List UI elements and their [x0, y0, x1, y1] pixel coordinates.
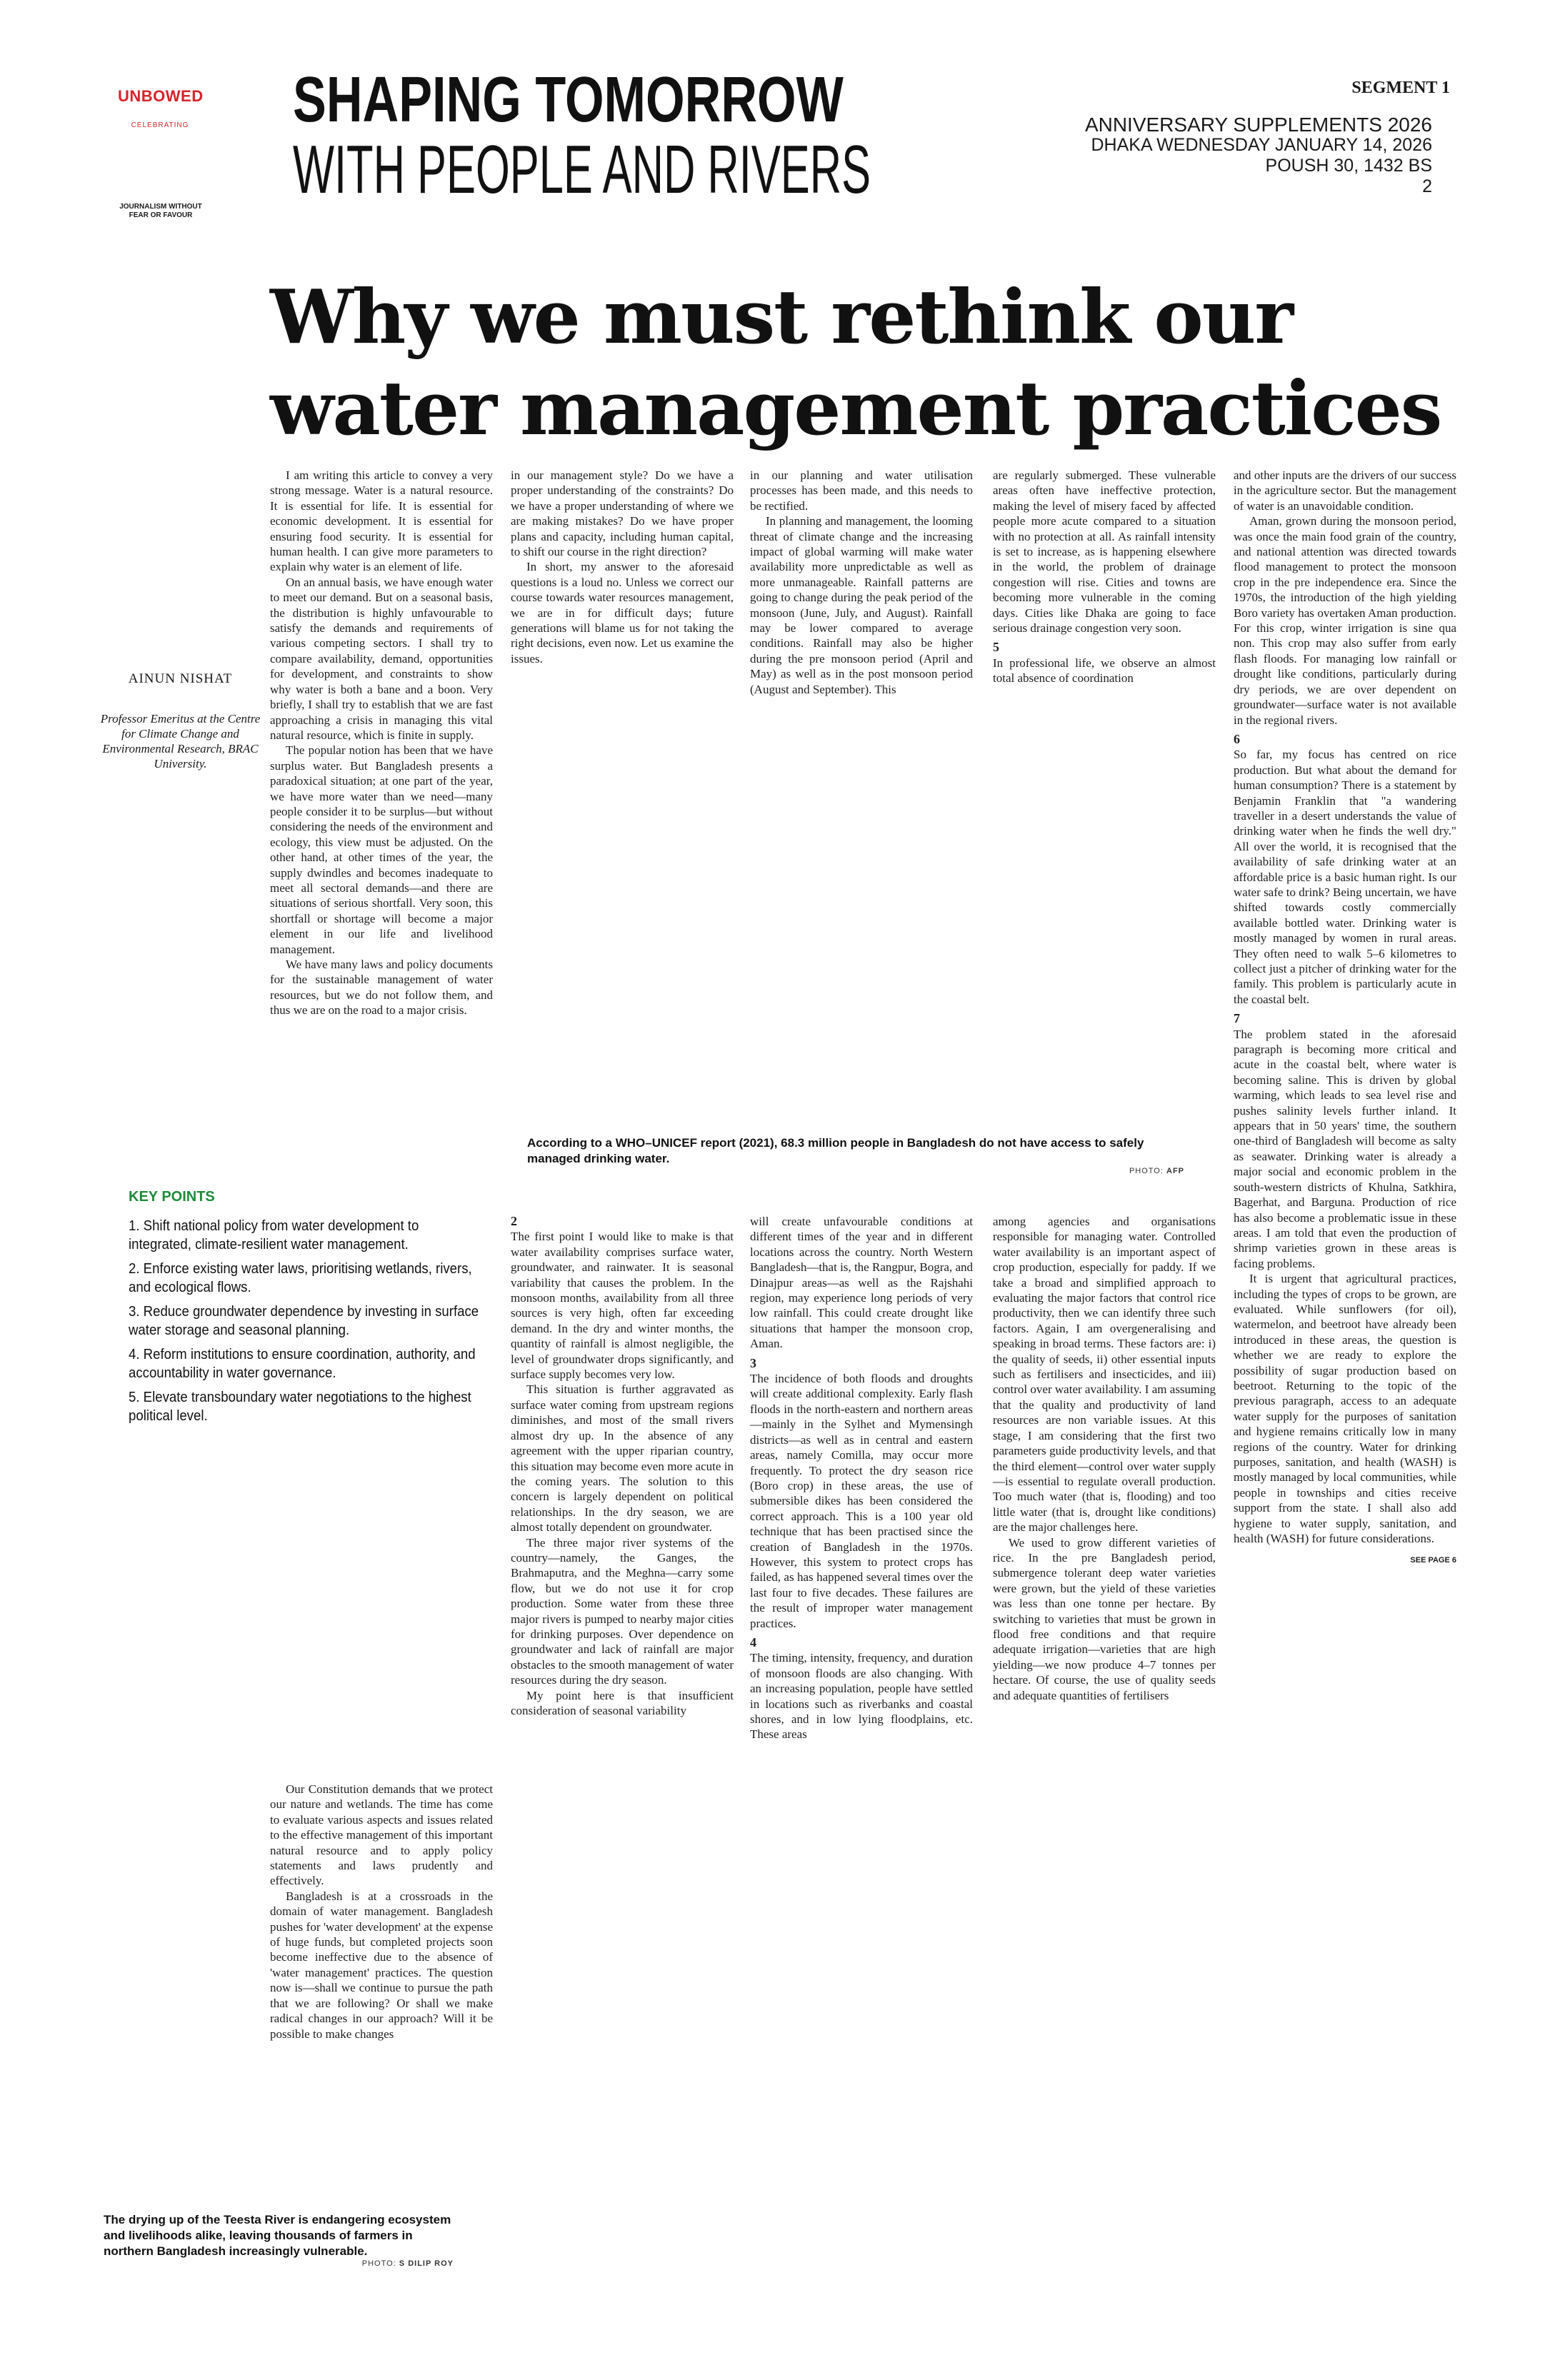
photo-bottom-credit-label: PHOTO:	[361, 2259, 396, 2268]
key-point-item: 3. Reduce groundwater dependence by investing in surface water storage and seasonal planning.	[129, 1304, 479, 1338]
key-points-box	[129, 1189, 482, 1431]
body-column-4-bottom	[993, 1214, 1216, 1703]
paragraph: Bangladesh is at a crossroads in the domain of water management. Bangladesh pushes for 'water development' at the expense of huge funds, but completed projects soon become ineffective due to the absence of 'water management' practices. The question now is—shall we continue to pursue the path that we are following? Or shall we make radical changes in our approach? Will it be possible to make changes	[270, 1889, 493, 2041]
logo-tagline-line1: JOURNALISM WITHOUT	[119, 203, 202, 211]
paragraph: I am writing this article to convey a very strong message. Water is a natural resource. It is essential for life. It is essential for economic development. It is essential for ensuring food security. It is essential for human health. I can give more parameters to explain why water is an element of life.	[270, 468, 493, 574]
photo-bottom-credit	[104, 2259, 461, 2268]
body-column-1	[270, 468, 493, 1018]
logo-tagline-line2: FEAR OR FAVOUR	[129, 211, 193, 219]
paragraph: The three major river systems of the country—namely, the Ganges, the Brahmaputra, and the Meghna—carry some flow, but we do not use it for crop production. Some water from these three major rivers is pumped to nearby major cities for drinking purposes. Over dependence on groundwater and lack of rainfall are major obstacles to the smooth management of water resources during the dry season.	[511, 1535, 734, 1687]
supplement-title-line2: WITH PEOPLE AND RIVERS	[293, 131, 871, 208]
paragraph: in our management style? Do we have a proper understanding of the constraints? Do we have a proper understanding of where we are making mistakes? Do we have proper plans and capacity, including human capital, to shift our course in the right direction?	[511, 468, 734, 559]
paragraph: So far, my focus has centred on rice production. But what about the demand for human consumption? There is a statement by Benjamin Franklin that "a wandering traveller in a desert understands the value of drinking water when he finds the well dry." All over the world, it is recognised that the availability of safe drinking water at an affordable price is a basic human right. Is our water safe to drink? Being uncertain, we have shifted towards costly commercially available bottled water. Drinking water is mostly managed by women in rural areas. They often need to walk 5–6 kilometres to collect just a pitcher of drinking water for the family. This problem is particularly acute in the coastal belt.	[1234, 748, 1456, 1006]
logo-tagline	[114, 203, 207, 220]
article-headline	[270, 271, 1441, 454]
logo-wordmark: UNBOWED	[118, 87, 204, 105]
paragraph: are regularly submerged. These vulnerable areas often have ineffective protection, making the level of misery faced by affected people more acute compared to a situation with no protection at all. As rainfall intensity is set to increase, as is happening elsewhere in the world, the problem of drainage congestion will rise. Cities and towns are becoming more vulnerable in the coming days. Cities like Dhaka are going to face serious drainage congestion very soon.	[993, 468, 1216, 636]
paragraph: Aman, grown during the monsoon period, was once the main food grain of the country, and national attention was directed towards flood management to protect the monsoon crop in the pre independence era. Since the 1970s, the introduction of the high yielding Boro variety has overtaken Aman production. For this crop, winter irrigation is sine qua non. This crop may also suffer from early flash floods. For managing low rainfall or drought like conditions, particularly during dry periods, we are over dependent on groundwater—surface water is not available in the regional rivers.	[1234, 514, 1456, 727]
photo-top-credit	[527, 1167, 1184, 1175]
paragraph: On an annual basis, we have enough water to meet our demand. But on a seasonal basis, the distribution is highly unfavourable to satisfy the demands and requirements of various competing sectors. I shall try to compare availability, demand, opportunities for development, and constraints to show why water is both a bane and a boon. Very briefly, I shall try to establish that we are fast approaching a crisis in managing this vital natural resource, which is finite in supply.	[270, 575, 493, 742]
body-column-2-top	[511, 468, 734, 666]
paragraph: The popular notion has been that we have surplus water. But Bangladesh presents a paradoxical situation; at one part of the year, we have more water than we need—many people consider it to be surplus—but without considering the needs of the environment and ecology, this view must be adjusted. On the other hand, at other times of the year, the supply dwindles and becomes inadequate to meet all sectoral demands—and there are situations of serious shortfall. Very soon, this shortfall or shortage will become a major element in our life and livelihood management.	[270, 743, 493, 956]
logo-subtitle: CELEBRATING	[131, 121, 189, 129]
paragraph: Our Constitution demands that we protect our nature and wetlands. The time has come to evaluate various aspects and issues related to the effective management of this important natural resource and to apply policy statements and laws prudently and effectively.	[270, 1782, 493, 1888]
section-number: 2	[511, 1214, 517, 1228]
key-point-item: 4. Reform institutions to ensure coordination, authority, and accountability in water governance.	[129, 1347, 476, 1381]
paragraph: We have many laws and policy documents for the sustainable management of water resources, but we do not follow them, and thus we are on the road to a major crisis.	[270, 958, 493, 1018]
photo-top-credit-name: AFP	[1166, 1167, 1184, 1175]
paragraph: It is urgent that agricultural practices, including the types of crops to be grown, are evaluated. While sunflowers (for oil), watermelon, and beetroot have already been introduced in these areas, the question is whether we are ready to explore the possibility of sugar production based on beetroot. Returning to the topic of the previous paragraph, access to an adequate water supply for the purposes of sanitation and hygiene remains critically low in many regions of the country. Water for drinking purposes, sanitation, and health (WASH) is mostly managed by local communities, while people in townships and cities receive support from the state. I shall also add hygiene to water supply, sanitation, and health (WASH) for future considerations.	[1234, 1272, 1456, 1546]
supplement-title-line1: SHAPING TOMORROW	[293, 64, 844, 136]
paragraph: This situation is further aggravated as surface water coming from upstream regions diminishes, and most of the small rivers almost dry up. In the absence of any agreement with the upper riparian country, this situation may become even more acute in the coming years. The solution to this concern is largely dependent on political relationships. In the dry season, we are almost totally dependent on groundwater.	[511, 1382, 734, 1535]
body-column-1-bottom	[270, 1782, 493, 2042]
page-number: 2	[1422, 176, 1432, 196]
key-point-item: 5. Elevate transboundary water negotiations to the highest political level.	[129, 1390, 471, 1424]
paragraph: and other inputs are the drivers of our success in the agriculture sector. But the management of water is an unavoidable condition.	[1234, 468, 1456, 513]
section-number: 5	[993, 640, 999, 655]
edition-line1: ANNIVERSARY SUPPLEMENTS 2026	[1084, 114, 1432, 136]
photo-bottom-caption-block	[104, 2212, 461, 2268]
paragraph: My point here is that insufficient consideration of seasonal variability	[511, 1688, 734, 1717]
section-number: 3	[750, 1355, 756, 1370]
author-bio: Professor Emeritus at the Centre for Climate Change and Environmental Research, BRAC University.	[100, 712, 261, 770]
photo-bottom-credit-name: S DILIP ROY	[399, 2259, 454, 2268]
paragraph: The problem stated in the aforesaid paragraph is becoming more critical and acute in the coastal belt, where water is becoming saline. This is driven by global warming, which leads to sea level rise and pushes salinity levels further inland. It appears that in 50 years' time, the southern one-third of Bangladesh will become as salty as seawater. Drinking water is already a major social and economic problem in the south-western districts of Khulna, Satkhira, Bagerhat, and Barguna. Production of rice has also become a problematic issue in these areas. I am told that even the production of shrimp varieties grown in these areas is facing problems.	[1234, 1027, 1456, 1270]
key-point-item: 1. Shift national policy from water development to integrated, climate-resilient water management.	[129, 1218, 419, 1252]
paragraph: among agencies and organisations responsible for managing water. Controlled water availability is an important aspect of crop production, especially for paddy. If we take a broad and simplified approach to evaluating the major factors that control rice productivity, then we can identify three such factors. Again, I am overgeneralising and speaking in broad terms. These factors are: i) the quality of seeds, ii) other essential inputs such as fertilisers and insecticides, and iii) control over water availability. I am assuming that the quality and productivity of land resources are non variable issues. At this stage, I am considering that the first two parameters guide productivity levels, and that the third element—control over water supply—is essential to regulate overall production. Too much water (that is, flooding) and too little water (that is, drought like conditions) are the major challenges here.	[993, 1215, 1216, 1535]
paragraph: The first point I would like to make is that water availability comprises surface water, groundwater, and rainwater. It is seasonal variability that causes the problem. In the monsoon months, availability from all three sources is very high, often far exceeding demand. In the dry and winter months, the quantity of rainfall is almost negligible, the level of groundwater drops significantly, and surface supply becomes very low.	[511, 1230, 734, 1382]
edition-info	[1085, 114, 1432, 197]
photo-top-caption-block	[527, 1135, 1184, 1175]
paragraph: We used to grow different varieties of rice. In the pre Bangladesh period, submergence tolerant deep water varieties were grown, but the yield of these varieties was less than one tonne per hectare. By switching to varieties that must be grown in flood free conditions and that require adequate irrigation—varieties that are high yielding—we now produce 4–7 tonnes per hectare. Of course, the use of quality seeds and adequate quantities of fertilisers	[993, 1535, 1216, 1702]
author-block	[100, 671, 261, 771]
paragraph: will create unfavourable conditions at different times of the year and in different locations across the country. North Western Bangladesh—that is, the Rangpur, Bogra, and Dinajpur areas—as well as the Rajshahi region, may experience long periods of very low rainfall. This could create drought like situations that hamper the monsoon crop, Aman.	[750, 1215, 973, 1351]
section-number: 7	[1234, 1011, 1240, 1026]
photo-top-caption: According to a WHO–UNICEF report (2021), 68.3 million people in Bangladesh do not have access to safely managed drinking water.	[527, 1136, 1144, 1165]
photo-bottom-caption: The drying up of the Teesta River is endangering ecosystem and livelihoods alike, leaving thousands of farmers in northern Bangladesh increasingly vulnerable.	[104, 2213, 451, 2258]
key-points-heading: KEY POINTS	[129, 1189, 215, 1205]
body-column-5	[1234, 468, 1456, 1569]
author-name: AINUN NISHAT	[128, 671, 233, 686]
segment-label: SEGMENT 1	[1351, 79, 1450, 97]
paragraph: The timing, intensity, frequency, and duration of monsoon floods are also changing. With an increasing population, people have settled in locations such as riverbanks and coastal shores, and in low lying floodplains, etc. These areas	[750, 1651, 973, 1742]
edition-bengali-date: POUSH 30, 1432 BS	[1265, 156, 1432, 176]
photo-top-credit-label: PHOTO:	[1129, 1167, 1164, 1175]
body-column-2-bottom	[511, 1214, 734, 1718]
body-column-3-top	[750, 468, 973, 697]
paragraph: In planning and management, the looming threat of climate change and the increasing impact of global warming will make water availability more unpredictable as well as more unmanageable. Rainfall patterns are going to change during the peak period of the monsoon (June, July, and August). Rainfall may be lower compared to average conditions. Rainfall may also be higher during the pre monsoon period (April and May) as well as in the post monsoon period (August and September). This	[750, 514, 973, 696]
section-number: 4	[750, 1635, 756, 1650]
headline-line2: water management practices	[270, 364, 1441, 452]
headline-line1: Why we must rethink our	[270, 273, 1293, 361]
section-number: 6	[1234, 731, 1240, 746]
body-column-4-top	[993, 468, 1216, 686]
body-column-3-bottom	[750, 1214, 973, 1742]
edition-dateline: DHAKA WEDNESDAY JANUARY 14, 2026	[1091, 135, 1432, 155]
paragraph: in our planning and water utilisation processes has been made, and this needs to be rectified.	[750, 468, 973, 513]
paragraph: In short, my answer to the aforesaid questions is a loud no. Unless we correct our course towards water resources management, we are in for difficult days; future generations will blame us for not taking the right decisions, even now. Let us examine the issues.	[511, 560, 734, 666]
jump-line: SEE PAGE 6	[1410, 1556, 1456, 1565]
paragraph: The incidence of both floods and droughts will create additional complexity. Early flash floods in the north-eastern and northern areas—mainly in the Sylhet and Mymensingh districts—as well as in central and eastern areas, namely Comilla, may occur more frequently. To protect the dry season rice (Boro crop) in these areas, the use of submersible dikes has been considered the correct approach. This is a 100 year old technique that has been practised since the creation of Bangladesh in the 1970s. However, this system to protect crops has failed, as has happened several times over the last four to five decades. These failures are the result of improper water management practices.	[750, 1372, 973, 1630]
paragraph: In professional life, we observe an almost total absence of coordination	[993, 656, 1216, 686]
key-point-item: 2. Enforce existing water laws, prioritising wetlands, rivers, and ecological flows.	[129, 1261, 472, 1295]
